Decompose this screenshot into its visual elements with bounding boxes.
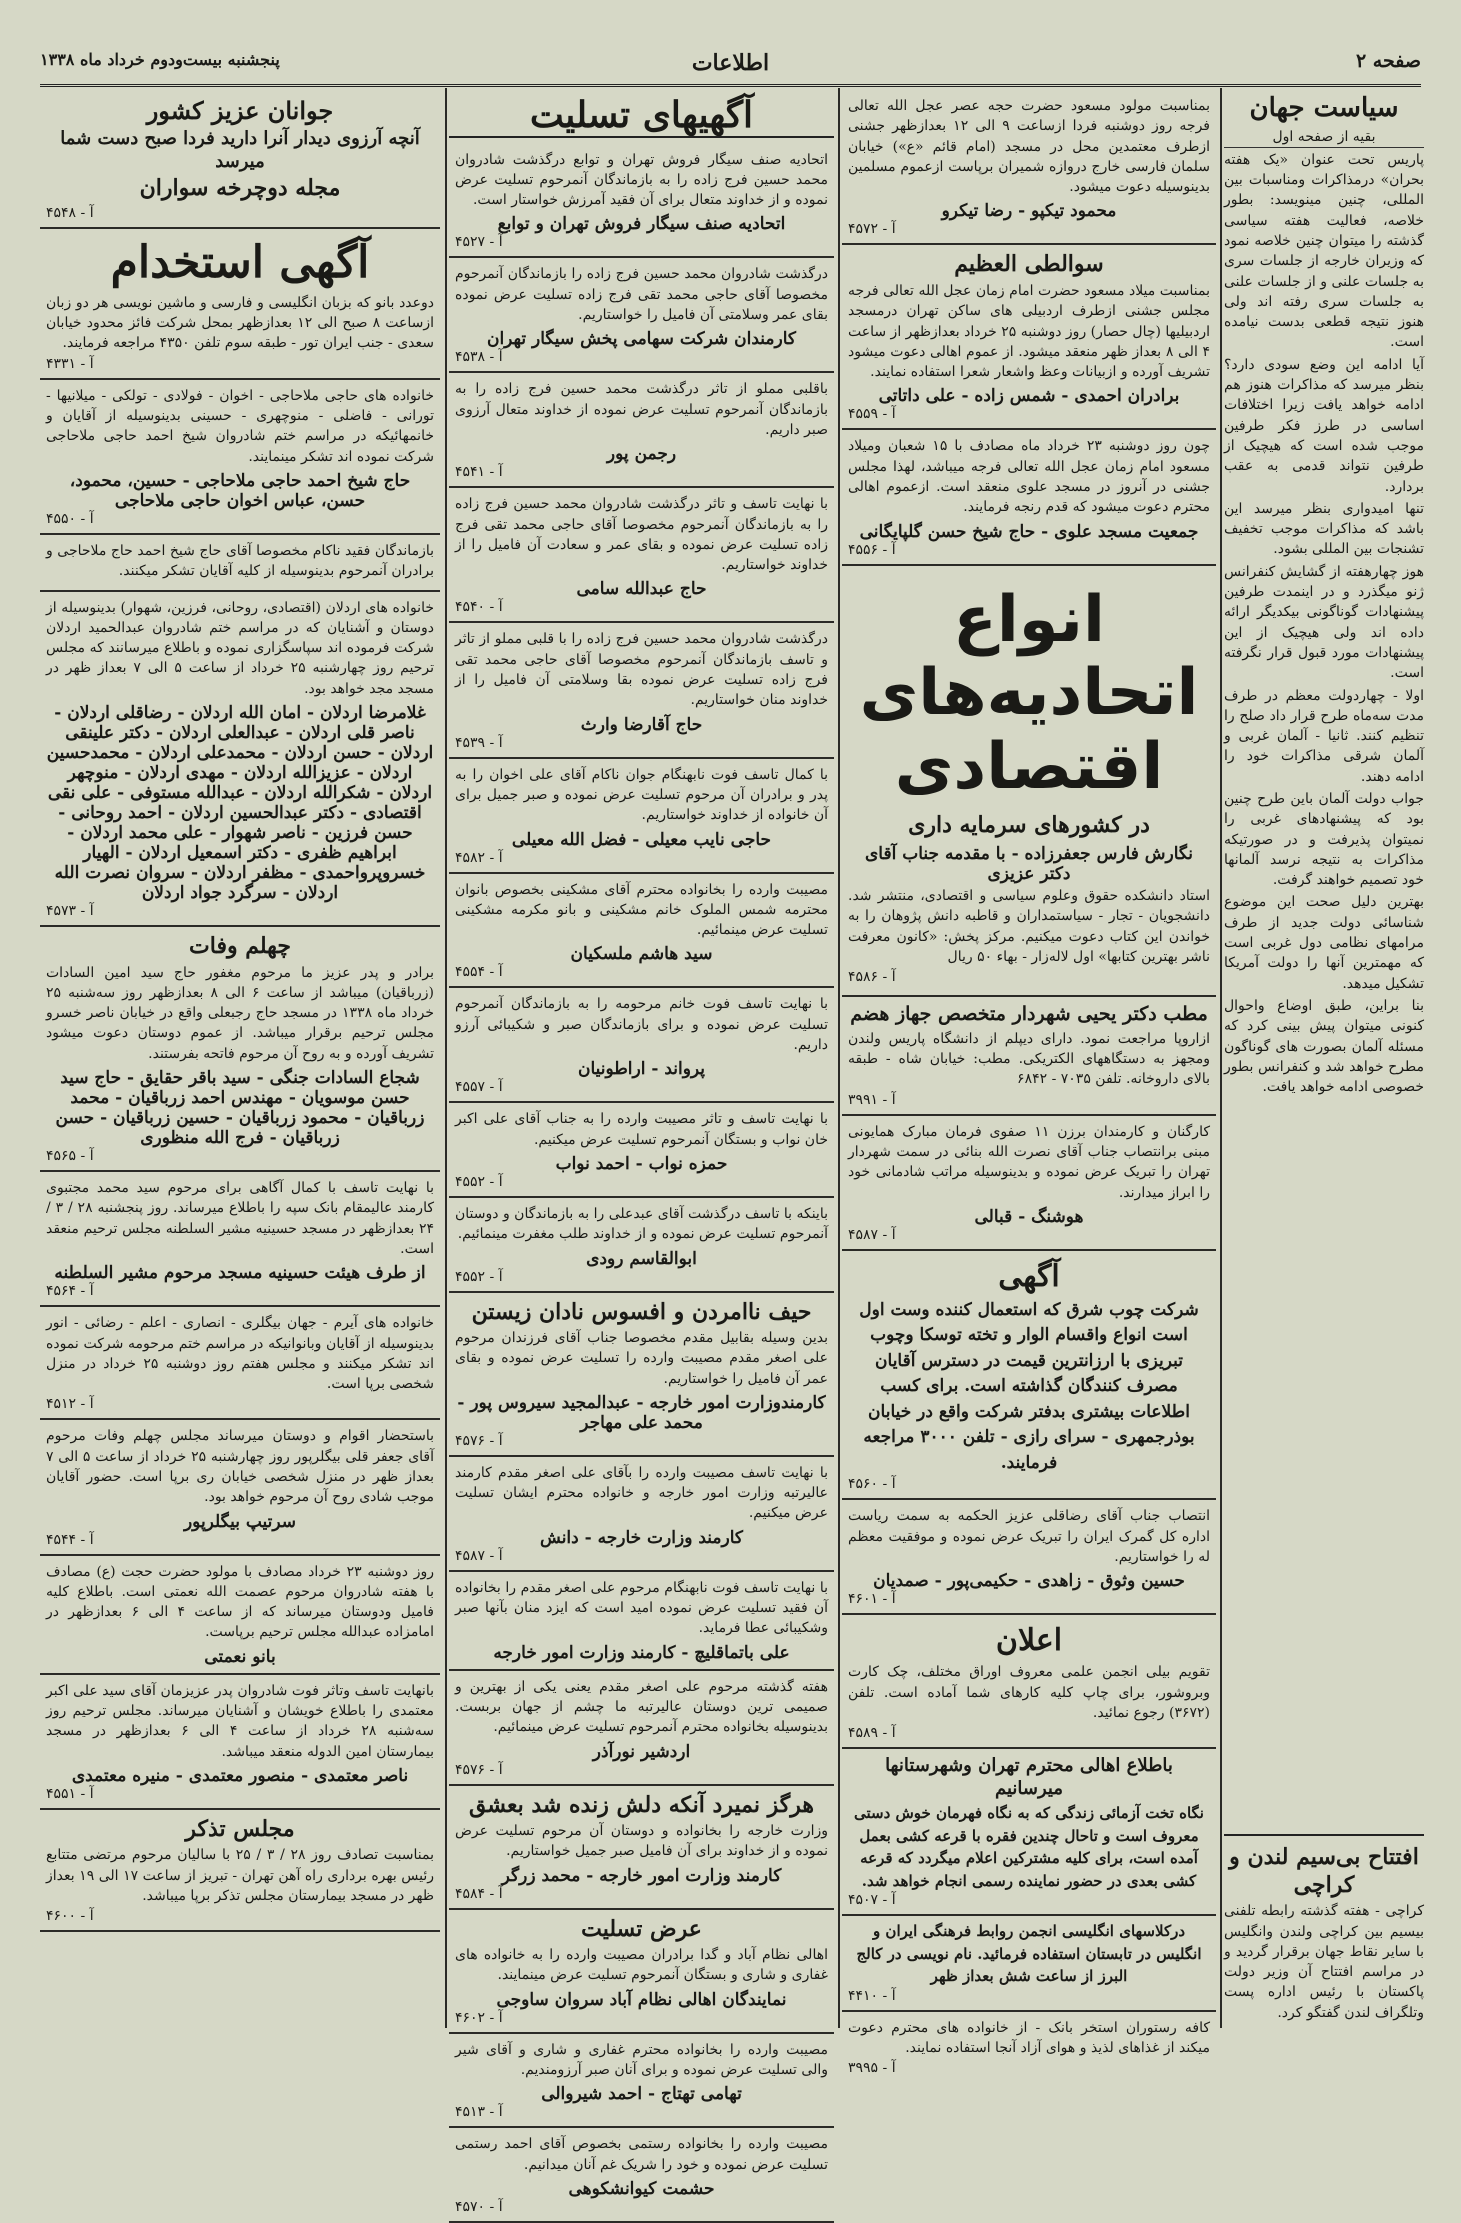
ad-code: آ - ۴۵۱۲	[46, 1396, 94, 1413]
ad-code: آ - ۴۵۳۸	[455, 349, 503, 366]
news-text: کراچی - هفته گذشته رابطه تلفنی بیسیم بین کراچی ولندن وانگلیس با سایر نقاط جهان برقرار گردید و در مراسم افتتاح آن وزیر دولت پاکستان با رئیس اداره پست وتلگراف لندن گفتگو کرد.	[1224, 1903, 1424, 2021]
lottery-ad	[842, 1749, 1216, 1916]
book-author: نگارش فارس جعفرزاده - با مقدمه جناب آقای دکتر عزیزی	[864, 843, 1194, 884]
ad-code: آ - ۴۵۶۴	[46, 1283, 94, 1300]
notice-text: مصیبت وارده را بخانواده محترم غفاری و شاری و آقای شیر والی تسلیت عرض نموده و برای آنان صبر آرزومندیم.	[455, 2041, 828, 2079]
article-paragraph: تنها امیدواری بنظر میرسد این باشد که مذاکرات موجب تخفیف تشنجات بین المللی بشود.	[1224, 500, 1424, 558]
notice-title: حیف ناامردن و افسوس نادان زیستن	[471, 1298, 812, 1325]
notice-signature: سید هاشم ملسکیان	[570, 944, 713, 965]
notice	[449, 1910, 834, 2034]
ad-code: آ - ۴۴۱۰	[848, 1987, 896, 2004]
notice	[449, 1671, 834, 1786]
column-divider	[445, 88, 447, 2028]
ad-code: آ - ۴۵۱۳	[455, 2104, 503, 2121]
ad-code: آ - ۴۵۵۴	[455, 964, 503, 981]
book-subtitle: در کشورهای سرمایه داری	[908, 812, 1150, 839]
clinic-ad	[842, 997, 1216, 1116]
ad-code: آ - ۳۹۹۱	[848, 1091, 896, 1108]
notice-text: انتصاب جناب آقای رضاقلی عزیز الحکمه به سمت ریاست اداره کل گمرک ایران را تبریک عرض نموده و موفقیت معظم له را خواستاریم.	[848, 1508, 1210, 1566]
notice-signature: حاج آقارضا وارث	[580, 714, 703, 735]
notice-text: اهالی نظام آباد و گدا برادران مصیبت وارده را به خانواده های غفاری و شاری و بستگان آنمرحوم تسلیت عرض مینمایند.	[455, 1947, 828, 1984]
ad-code: آ - ۳۹۹۵	[848, 2060, 896, 2077]
ad-code: آ - ۴۵۶۵	[46, 1148, 94, 1165]
notice-signature: حمزه نواب - احمد نواب	[555, 1153, 728, 1174]
ad-code: آ - ۴۵۷۲	[848, 221, 896, 238]
notice-list	[40, 380, 440, 1933]
notice-signature: غلامرضا اردلان - امان الله اردلان - رضاقلی اردلان - ناصر قلی اردلان - عبدالعلی اردلان - دکتر علینقی اردلان - حسن اردلان - محمدعلی اردلان - محمدحسین اردلان - عزیزالله اردلان - مهدی اردلان - منوچهر اردلان - شکرالله اردلان - عبدالله مستوفی - علی نقی اقتصادی - دکتر عبدالحسین اردلان - احمد روحانی - حسن فرزین - ناصر شهوار - علی محمد اردلان - ابراهیم ظفری - دکتر اسمعیل اردلان - الهیار خسروپرواحمدی - مظفر اردلان - سروان نصرت الله اردلان - سرگرد جواد اردلان	[46, 703, 434, 904]
notice-signature: پرواند - اراطونیان	[577, 1059, 706, 1080]
notice-signature: کارمند وزارت خارجه - دانش	[540, 1527, 743, 1548]
ad-code: آ - ۴۵۵۶	[848, 541, 896, 558]
notice-text: درگذشت شادروان محمد حسین فرج زاده را بازماندگان آنمرحوم مخصوصا آقای حاجی محمد تقی فرج زاده تسلیت عرض نموده بقای عمر وسلامتی آن فامیل را خواستاریم.	[455, 266, 828, 324]
ad-code: آ - ۴۵۸۴	[455, 1885, 503, 1902]
notice	[449, 1103, 834, 1198]
book-title: انواع اتحادیه‌های اقتصادی	[859, 582, 1199, 804]
ad-code: آ - ۴۵۵۲	[455, 1268, 503, 1285]
class-ad	[842, 1916, 1216, 2012]
notice-signature: رجمن پور	[606, 444, 677, 465]
column-condolences	[449, 90, 834, 2215]
notice-title: چهلم وفات	[189, 933, 291, 960]
ad-code: آ - ۴۵۵۲	[455, 1173, 503, 1190]
article-paragraph: بهترین دلیل صحت این موضوع شناسائی دولت جدید از طرف مرامهای نظامی دول غربی است که مهمترین آنها را دولت آمریکا تشکیل میدهد.	[1224, 894, 1424, 992]
notice-text: باینکه با تاسف درگذشت آقای عبدعلی را به بازماندگان و دوستان آنمرحوم تسلیت عرض نموده و از خداوند طلب مغفرت مینمائیم.	[455, 1205, 828, 1243]
notice	[40, 1675, 440, 1810]
condolence-list	[449, 144, 834, 2223]
notice-text: با نهایت تاسف فوت خانم مرحومه را به بازماندگان آنمرحوم تسلیت عرض نموده و برای بازماندگان صبر و شکیبائی آرزو داریم.	[455, 996, 828, 1054]
notice	[449, 488, 834, 623]
notice-signature: تهامی تهتاج - احمد شیروالی	[541, 2084, 742, 2105]
notice	[449, 373, 834, 488]
notice	[40, 1172, 440, 1307]
ad-code: آ - ۴۶۰۱	[848, 1591, 896, 1608]
ad-code: آ - ۴۵۴۸	[46, 204, 94, 221]
notice	[40, 380, 440, 535]
ad-code: آ - ۴۵۲۷	[455, 234, 503, 251]
announcement-text: تقویم بیلی انجمن علمی معروف اوراق مختلف، چک کارت وبروشور، برای چاپ کلیه کارهای شما آماده است. تلفن (۳۶۷۲) رجوع نمائید.	[848, 1664, 1210, 1721]
ad-title: باطلاع اهالی محترم تهران وشهرستانها میرسانیم	[885, 1755, 1173, 1799]
notice-text: باقلبی مملو از تاثر درگذشت محمد حسین فرج زاده را به بازماندگان آنمرحوم تسلیت عرض نموده از خداوند متعال آرزوی صبر داریم.	[455, 381, 828, 438]
notice-signature: کارمندوزارت امور خارجه - عبدالمجید سیروس پور - محمد علی مهاجر	[457, 1392, 826, 1433]
notice-text: با نهایت تاسف و تاثر درگذشت شادروان محمد حسین فرج زاده را به بازماندگان آنمرحوم مخصوصا آقای حاجی محمد تقی فرج زاده تسلیت عرض نموده و بقای عمر و سعادت آن فامیل را از خداوند خواستاریم.	[455, 496, 828, 574]
notice-signature: حاجی نایب معیلی - فضل الله معیلی	[511, 829, 772, 850]
restaurant-ad	[842, 2012, 1216, 2083]
notice-text: خانواده های آیرم - جهان بیگلری - انصاری - اعلم - رضائی - انور بدینوسیله از آقایان وبانوانیکه در مراسم ختم مرحومه شرکت نموده اند تشکر میکنند و مجلس هفتم روز دوشنبه ۲۵ خرداد در منزل شخصی برپا است.	[46, 1315, 434, 1393]
news-item	[1224, 1834, 1424, 2025]
page-header	[40, 44, 1421, 87]
notice-text: با کمال تاسف فوت نابهنگام جوان ناکام آقای علی اخوان را به پدر و برادران آن مرحوم تسلیت عرض نموده و صبر جمیل برای آن خانواده از خداوند خواستاریم.	[455, 766, 828, 824]
ad-title: جوانان عزیز کشور	[146, 96, 334, 125]
news-title: افتتاح بی‌سیم لندن و کراچی	[1229, 1844, 1419, 1898]
notice-text: بمناسبت تصادف روز ۲۸ / ۳ / ۲۵ با سالیان مرحوم مرتضی متتابع رئیس بهره برداری راه آهن تهران - تبریز از ساعت ۱۷ الی ۱۹ بعداز ظهر در مسجد بیمارستان مجلس تذکر برپا میباشد.	[46, 1847, 434, 1905]
ad-code: آ - ۴۶۰۲	[455, 2009, 503, 2026]
ad-title: آگهی	[998, 1258, 1060, 1294]
notice-signature: کارمند وزارت امور خارجه - محمد زرگر	[501, 1865, 782, 1886]
notice	[842, 245, 1216, 430]
ad-code: آ - ۴۵۷۳	[46, 903, 94, 920]
notice	[40, 592, 440, 927]
notice-text: مصیبت وارده را بخانواده رستمی بخصوص آقای احمد رستمی تسلیت عرض نموده و خود را شریک غم آنان میدانیم.	[455, 2136, 828, 2173]
page-number: صفحه ۲	[1355, 50, 1421, 72]
masthead: اطلاعات	[691, 50, 770, 76]
section-title: آگهیهای تسلیت	[449, 96, 834, 138]
article-paragraph: هوز چهارهفته از گشایش کنفرانس ژنو میگذرد و در اینمدت طرفین پیشنهادات گوناگونی بیکدیگر ارائه داده اند ولی هیچیک از این پیشنهادات مورد قبول قرار نگرفته است.	[1224, 563, 1424, 682]
notice-text: روز دوشنبه ۲۳ خرداد مصادف با مولود حضرت حجت (ع) مصادف با هفته شادروان مرحوم عصمت الله نعمتی است. باطلاع کلیه فامیل ودوستان میرساند که از ساعت ۴ الی ۶ بعدازظهر در امامزاده عبدالله مجلس ترحیم برپاست.	[46, 1563, 434, 1641]
notice-signature: حاج شیخ احمد حاجی ملاحاجی - حسین، محمود، حسن، عباس اخوان حاجی ملاحاجی	[69, 470, 411, 511]
ad-code: آ - ۴۵۳۹	[455, 734, 503, 751]
book-description: استاد دانشکده حقوق وعلوم سیاسی و اقتصادی، منتشر شد. دانشجویان - تجار - سیاستمداران و قاطبه دانش پژوهان را به خواندن این کتاب دعوت میکنیم. مرکز پخش: «کانون معرفت ناشر بهترین کتابها» اول لاله‌زار - بهاء ۵۰ ریال	[848, 887, 1210, 965]
article-paragraph: بنا براین، طبق اوضاع واحوال کنونی میتوان پیش بینی کرد که مسئله آلمان بصورت های گوناگون مطرح خواهد شد و کنفرانس بطور خصوصی ادامه خواهد یافت.	[1224, 997, 1424, 1096]
notice	[449, 1457, 834, 1572]
notice-signature: ابوالقاسم رودی	[586, 1248, 697, 1269]
notice	[40, 1307, 440, 1420]
job-ad	[40, 229, 440, 380]
notice-text: بدین وسیله بقابیل مقدم مخصوصا جناب آقای فرزندان مرحوم علی اصغر مقدم مصیبت وارده را تسلیت عرض نموده و بقای عمر آن فامیل را خواستاریم.	[455, 1330, 828, 1387]
notice-signature: حشمت کیوانشکوهی	[568, 2178, 715, 2199]
notice-text: هفته گذشته مرحوم علی اصغر مقدم یعنی یکی از بهترین و صمیمی ترین دوستان عالیرتبه ما چشم از جهان بربست. بدینوسیله بخانواده محترم آنمرحوم تسلیت عرض مینمائیم.	[455, 1678, 828, 1736]
notice-text: چون روز دوشنبه ۲۳ خرداد ماه مصادف با ۱۵ شعبان ومیلاد مسعود امام زمان عجل الله تعالی فرجه میباشد، لهذا مجلس جشنی در آنروز در مسجد علوی منعقد است. ازعموم اهالی محترم دعوت میشود که قدم رنجه فرمایند.	[848, 438, 1211, 516]
column-notices	[40, 90, 440, 2025]
notice-signature: علی باتماقلیچ - کارمند وزارت امور خارجه	[493, 1642, 790, 1663]
notice-signature: ناصر معتمدی - منصور معتمدی - منیره معتمدی	[71, 1765, 409, 1786]
notice	[449, 874, 834, 989]
notice-signature: محمود تیکپو - رضا تیکرو	[941, 201, 1117, 222]
ad-text: نگاه تخت آزمائی زندگی که به نگاه فهرمان خوش دستی معروف است و تاحال چندین فقره با قرعه کشی بعمل آمده است، برای کلیه مشترکین اعلام میگردد که قرعه کشی بعدی در حضور نماینده رسمی انجام خواهد شد.	[854, 1804, 1204, 1890]
ad-code: آ - ۴۵۵۷	[455, 1079, 503, 1096]
notice	[449, 258, 834, 373]
ad-code: آ - ۴۵۶۰	[848, 1476, 896, 1493]
notice-text: برادر و پدر عزیز ما مرحوم مغفور حاج سید امین السادات (زرباقیان) میباشد از ساعت ۶ الی ۸ بعدازظهر روز سه‌شنبه ۲۵ خرداد ماه ۱۳۳۸ در مسجد حاج رجبعلی واقع در خیابان ناصر خسرو مجلس ترحیم برقرار میباشد. از عموم دوستان دعوت میشود تشریف آورده و به روح آن مرحوم فاتحه بفرستند.	[46, 964, 434, 1062]
notice	[40, 1810, 440, 1932]
announcement	[842, 1615, 1216, 1749]
notice-signature: اردشیر نورآذر	[592, 1741, 691, 1762]
notice-text: خانواده های حاجی ملاحاجی - اخوان - فولادی - تولکی - میلانیها - تورانی - فاضلی - منوچهری - حسینی بدینوسیله از آقایان و خانمهائیکه در مراسم ختم شادروان شیخ احمد حاجی ملاحاجی شرکت نموده اند تشکر مینمایند.	[46, 387, 434, 465]
notice-signature: از طرف هیئت حسینیه مسجد مرحوم مشیر السلطنه	[54, 1263, 426, 1284]
notice	[449, 1572, 834, 1671]
notice	[449, 988, 834, 1103]
notice-text: کارگنان و کارمندان برزن ۱۱ صفوی فرمان مبارک همایونی مبنی برانتصاب جناب آقای نصرت الله بنائی در سمت شهردار تهران را تبریک عرض نموده و بدینوسیله مراتب شادمانی خود را ابراز میدارند.	[848, 1123, 1210, 1201]
notice	[842, 430, 1216, 565]
ad-code: آ - ۴۵۴۴	[46, 1531, 94, 1548]
clinic-title: مطب دکتر یحیی شهردار متخصص جهاز هضم	[850, 1003, 1208, 1026]
ad-code: آ - ۴۵۸۶	[848, 969, 896, 986]
notice	[449, 2034, 834, 2129]
ad-code: آ - ۴۵۸۲	[455, 849, 503, 866]
article-paragraph: جواب دولت آلمان باین طرح چنین بود که پیشنهادهای غربی را نمیتوان پذیرفت و در صورتیکه مذاکرات به نتیجه نرسد آلمانها خود تصمیم خواهند گرفت.	[1224, 791, 1424, 889]
notice-signature: بانو نعمتی	[204, 1646, 276, 1667]
ad-code: آ - ۴۵۴۱	[455, 464, 503, 481]
notice	[449, 144, 834, 259]
ad-code: آ - ۴۶۰۰	[46, 1908, 94, 1925]
notice-text: مصیبت وارده را بخانواده محترم آقای مشکینی بخصوص بانوان محترمه شمس الملوک خانم مشکینی و بانو مکرمه مشکینی تسلیت عرض مینمائیم.	[455, 881, 828, 939]
clinic-text: ازاروپا مراجعت نمود. دارای دیپلم از دانشگاه پاریس ولندن ومجهز به دستگاههای الکتریکی. مطب: خیابان شاه - طبقه بالای داروخانه. تلفن ۷۰۳۵ - ۶۸۴۲	[848, 1030, 1210, 1088]
notice	[449, 1293, 834, 1457]
magazine-ad	[40, 90, 440, 229]
announcement-title: اعلان	[995, 1623, 1063, 1659]
ad-code: آ - ۴۵۷۶	[455, 1432, 503, 1449]
ad-signature: مجله دوچرخه سواران	[139, 175, 341, 201]
notice-signature: برادران احمدی - شمس زاده - علی داتاتی	[878, 386, 1180, 407]
notice-text: اتحادیه صنف سیگار فروش تهران و توابع درگذشت شادروان محمد حسین فرج زاده را به بازماندگان آنمرحوم تسلیت عرض نموده و از خداوند متعال برای آن فقید آمرزش خواستار است.	[455, 151, 828, 209]
notice	[449, 1198, 834, 1293]
notice-text: با نهایت تاسف و تاثر مصیبت وارده را به جناب آقای علی اکبر خان نواب و بستگان آنمرحوم تسلیت عرض میکنیم.	[455, 1111, 828, 1148]
notice-text: بمناسبت مولود مسعود حضرت حجه عصر عجل الله تعالی فرجه روز دوشنبه فردا ازساعت ۹ الی ۱۲ بعدازظهر جشنی ازطرف معتمدین محل در مسجد (امام قائم «ع») خیابان سلمان فارسی خارج دروازه شمیران برپاست ازعموم مسلمین بدینوسیله دعوت میشود.	[848, 98, 1210, 196]
lumber-ad	[842, 1251, 1216, 1501]
notice	[842, 1116, 1216, 1251]
notice-text: خانواده های اردلان (اقتصادی، روحانی، فرزین، شهوار) بدینوسیله از دوستان و آشنایان که در مراسم ختم شادروان عبدالحمید اردلان شرکت فرموده اند سپاسگزاری نموده و باطلاع میرسانند که مجلس ترحیم روز چهارشنبه ۲۵ خرداد از ساعت ۵ الی ۷ بعداز ظهر در مسجد مجد خواهد بود.	[46, 599, 434, 697]
job-ad-text: دوعدد بانو که بزبان انگلیسی و فارسی و ماشین نویسی هر دو زبان ازساعت ۸ صبح الی ۱۲ بعدازظهر بمحل شرکت فائز محدود خیابان سعدی - جنب ایران تور - طبقه سوم تلفن ۴۳۵۰ مراجعه فرمایند.	[46, 294, 434, 352]
notice-text: بانهایت تاسف وتاثر فوت شادروان پدر عزیزمان آقای سید علی اکبر معتمدی را باطلاع خویشان و آشنایان میرساند. مجلس ترحیم روز سه‌شنبه ۲۸ خرداد از ساعت ۴ الی ۶ بعدازظهر در مسجد بیمارستان امین الدوله منعقد میباشد.	[46, 1682, 434, 1760]
notice-title: عرض تسلیت	[581, 1915, 702, 1942]
notice	[842, 1500, 1216, 1615]
notice-signature: کارمندان شرکت سهامی پخش سیگار تهران	[486, 329, 797, 350]
notice-text: با نهایت تاسف مصیبت وارده را بآقای علی اصغر مقدم کارمند عالیرتبه وزارت امور خارجه و خانواده محترم ایشان تسلیت عرض میکنیم.	[455, 1464, 828, 1522]
notice-signature: حاج عبدالله سامی	[576, 579, 707, 600]
ad-text: شرکت چوب شرق که استعمال کننده وست اول است انواع واقسام الوار و تخته توسکا وچوب تبریزی با ارزانترین قیمت در دسترس آقایان مصرف کنندگان گذاشته است. برای کسب اطلاعات بیشتری بدفتر شرکت واقع در خیابان بوذرجمهری - سرای رازی - تلفن ۳۰۰۰ مراجعه فرمایند.	[859, 1299, 1199, 1473]
notice-signature: حسین وثوق - زاهدی - حکیمی‌پور - صمدیان	[873, 1571, 1185, 1592]
ad-code: آ - ۴۵۵۹	[848, 406, 896, 423]
notice-signature: سرتیپ بیگلرپور	[183, 1511, 297, 1532]
column-divider	[1220, 88, 1222, 2028]
notice	[449, 1786, 834, 1910]
notice	[449, 623, 834, 758]
notice	[40, 1556, 440, 1675]
ad-code: آ - ۴۵۷۶	[455, 1761, 503, 1778]
ad-code: آ - ۴۵۸۷	[848, 1226, 896, 1243]
ad-code: آ - ۴۵۷۰	[455, 2198, 503, 2215]
notice-text: بازماندگان فقید ناکام مخصوصا آقای حاج شیخ احمد حاج ملاحاجی و برادران آنمرحوم بدینوسیله از کلیه آقایان تشکر میکنند.	[46, 542, 434, 580]
section-subtitle: بقیه از صفحه اول	[1224, 127, 1424, 148]
notice-text: با نهایت تاسف فوت نابهنگام مرحوم علی اصغر مقدم را بخانواده آن فقید تسلیت عرض نموده امید است که ایزد منان بآنها صبر وشکیبائی عطا فرماید.	[455, 1579, 828, 1637]
job-ad-title: آگهی استخدام	[110, 236, 370, 288]
ad-code: آ - ۴۵۸۷	[455, 1547, 503, 1564]
notice	[40, 927, 440, 1172]
ad-text: آنچه آرزوی دیدار آنرا دارید فردا صبح دست شما میرسد	[60, 128, 420, 172]
issue-date: پنجشنبه بیست‌ودوم خرداد ماه ۱۳۳۸	[40, 50, 280, 69]
notice-title: هرگز نمیرد آنکه دلش زنده شد بعشق	[469, 1791, 814, 1818]
ad-text: کافه رستوران استخر بانک - از خانواده های محترم دعوت میکند از غذاهای لذیذ و هوای آزاد آنجا استفاده نمایند.	[848, 2019, 1210, 2057]
ad-code: آ - ۴۵۵۱	[46, 1785, 94, 1802]
notice-text: بمناسبت میلاد مسعود حضرت امام زمان عجل الله تعالی فرجه مجلس جشنی ازطرف اردبیلی های ساکن تهران درمسجد اردبیلیها (چال حصار) روز دوشنبه ۲۵ خرداد بعدازظهر از ساعت ۴ الی ۸ بعداز ظهر منعقد میشود. از عموم اهالی دعوت میشود تشریف آورده و ازبیانات وعظ واشعار شعرا استفاده نمایند.	[848, 282, 1210, 381]
ad-code: آ - ۴۵۰۷	[848, 1892, 896, 1909]
notice-signature: شجاع السادات جنگی - سید باقر حقایق - حاج سید حسن موسویان - مهندس احمد زرباقیان - محمد زرباقیان - محمود زرباقیان - حسین زرباقیان - حسن زرباقیان - فرج الله منظوری	[55, 1068, 425, 1149]
notice-text: درگذشت شادروان محمد حسین فرج زاده را با قلبی مملو از تاثر و تاسف بازماندگان آنمرحوم مخصوصا آقای حاجی محمد تقی فرج زاده تسلیت عرض نموده بقا وسلامتی آن فامیل را از خداوند منان خواستاریم.	[455, 631, 828, 709]
ad-code: آ - ۴۵۸۹	[848, 1725, 896, 1742]
book-advertisement	[842, 566, 1216, 997]
notice	[40, 1420, 440, 1555]
notice-signature: هوشنگ - قبالی	[974, 1206, 1084, 1227]
notice-text: وزارت خارجه را بخانواده و دوستان آن مرحوم تسلیت عرض نموده و از خداوند برای آن فامیل صبر جمیل خواستاریم.	[455, 1823, 828, 1860]
notice-signature: جمعیت مسجد علوی - حاج شیخ حسن گلپایگانی	[859, 521, 1199, 542]
notice-signature: نمایندگان اهالی نظام آباد سروان ساوجی	[496, 1989, 787, 2010]
notice	[842, 90, 1216, 245]
ad-text: درکلاسهای انگلیسی انجمن روابط فرهنگی ایران و انگلیس در تابستان استفاده فرمائید. نام نویسی در کالج البرز از ساعت شش بعداز ظهر	[856, 1922, 1202, 1986]
notice	[449, 759, 834, 874]
notice-title: مجلس تذکر	[185, 1815, 295, 1842]
column-divider	[838, 88, 840, 2028]
ad-code: آ - ۴۳۳۱	[46, 355, 94, 372]
notice-text: باستحضار اقوام و دوستان میرساند مجلس چهلم وفات مرحوم آقای جعفر قلی بیگلرپور روز چهارشنبه ۲۵ خرداد از ساعت ۵ الی ۷ بعداز ظهر در منزل شخصی خیابان ری برپا است. حضور آقایان موجب شادی روح آن مرحوم خواهد بود.	[46, 1428, 434, 1506]
notice-text: با نهایت تاسف با کمال آگاهی برای مرحوم سید محمد مجتبوی کارمند عالیمقام بانک سپه را باطلاع میرساند. روز پنجشنبه ۲۸ / ۳ / ۲۴ بعدازظهر در مسجد حسینیه مشیر السلطنه مجلس ترحیم منعقد است.	[46, 1180, 434, 1257]
notice	[40, 535, 440, 592]
notice-signature: اتحادیه صنف سیگار فروش تهران و توابع	[497, 214, 786, 235]
ad-code: آ - ۴۵۴۰	[455, 599, 503, 616]
article-paragraph: آیا ادامه این وضع سودی دارد؟ بنظر میرسد که مذاکرات هنوز هم ادامه خواهد یافت زیرا اختلافات اساسی در طرز فکر طرفین موجب شده است که هیچیک از طرفین نتواند قدمی به عقب بردارد.	[1224, 356, 1424, 495]
column-announcements	[842, 90, 1216, 2077]
article-paragraph: اولا - چهاردولت معظم در طرف مدت سه‌ماه طرح قرار داد صلح را تنظیم کنند. ثانیا - آلمان غربی و آلمان شرقی مذاکرات خود را ادامه دهند.	[1224, 687, 1424, 785]
ad-code: آ - ۴۵۵۰	[46, 510, 94, 527]
column-world-politics	[1224, 90, 1424, 2025]
notice	[449, 2128, 834, 2223]
notice-title: سوالطی العظیم	[954, 251, 1104, 278]
article-paragraph: پاریس تحت عنوان «یک هفته بحران» درمذاکرات ومناسبات بین المللی، چنین مینویسد: بطور خلاصه، فعالیت هفته سیاسی گذشته را میتوان چنین خلاصه نمود که وزیران خارجه از جلسات سری به جلسات علنی و از جلسات علنی به جلسات سری رفته اند ولی هنوز نتیجه قطعی بدست نیامده است.	[1224, 151, 1424, 351]
section-title: سیاست جهان	[1249, 93, 1399, 123]
